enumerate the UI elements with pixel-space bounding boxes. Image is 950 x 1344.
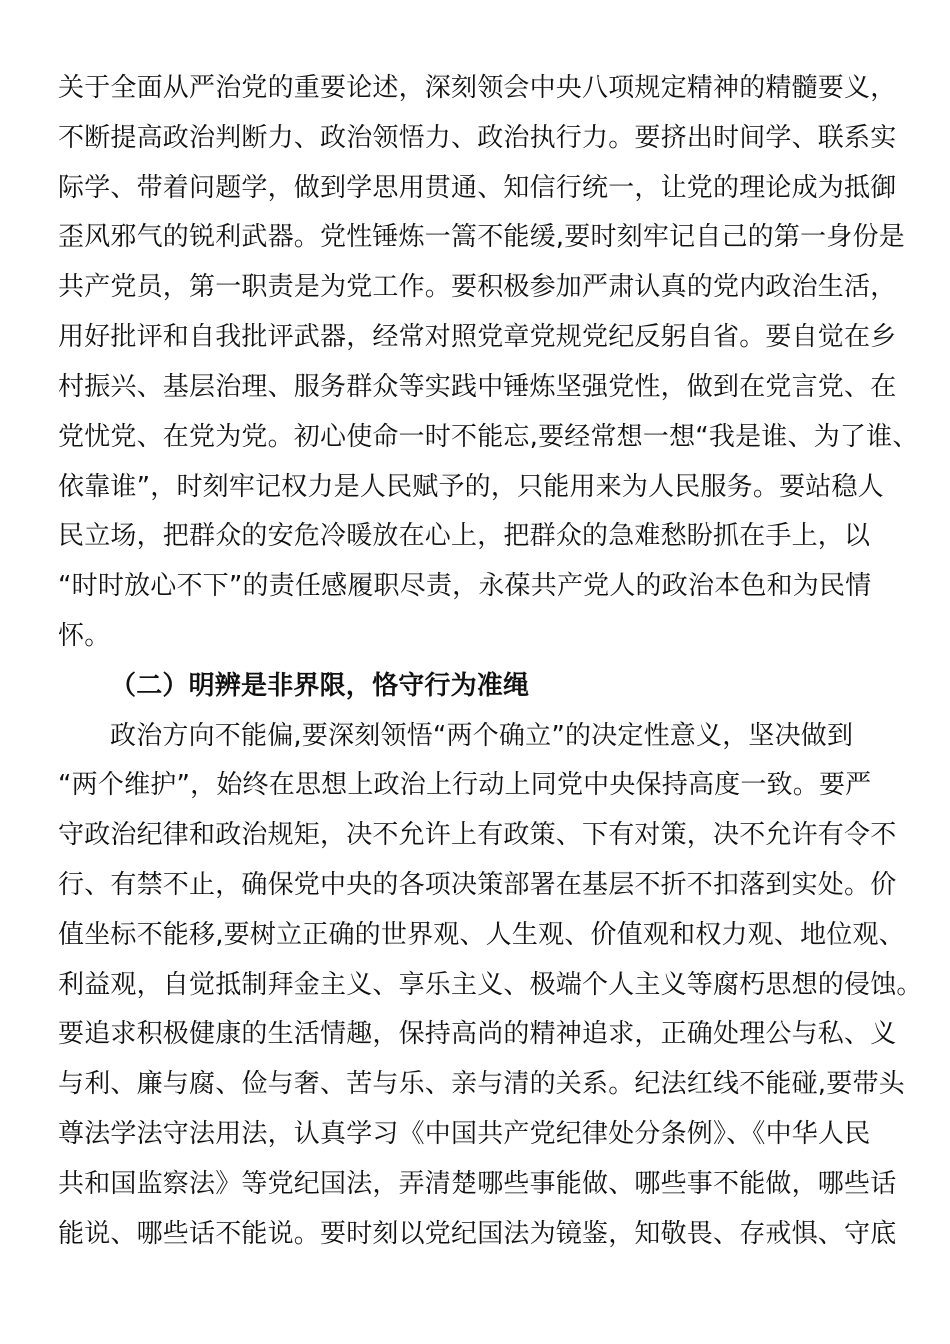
paragraph-line: 民立场，把群众的安危冷暖放在心上，把群众的急难愁盼抓在手上，以 [58, 521, 871, 551]
section-heading: （二）明辨是非界限，恪守行为准绳 [110, 671, 530, 701]
paragraph-line: 际学、带着问题学，做到学思用贯通、知信行统一，让党的理论成为抵御 [58, 173, 897, 203]
paragraph-line: 用好批评和自我批评武器，经常对照党章党规党纪反躬自省。要自觉在乡 [58, 322, 897, 352]
paragraph-line: 要追求积极健康的生活情趣，保持高尚的精神追求，正确处理公与私、义 [58, 1019, 897, 1049]
paragraph-line: 共产党员，第一职责是为党工作。要积极参加严肃认真的党内政治生活， [58, 272, 897, 302]
paragraph-line: 歪风邪气的锐利武器。党性锤炼一篙不能缓,要时刻牢记自己的第一身份是 [58, 222, 905, 252]
paragraph-line: 能说、哪些话不能说。要时刻以党纪国法为镜鉴，知敬畏、存戒惧、守底 [58, 1219, 897, 1249]
paragraph-line: 行、有禁不止，确保党中央的各项决策部署在基层不折不扣落到实处。价 [58, 870, 897, 900]
paragraph-line: 与利、廉与腐、俭与奢、苦与乐、亲与清的关系。纪法红线不能碰,要带头 [58, 1069, 905, 1099]
paragraph-line: 村振兴、基层治理、服务群众等实践中锤炼坚强党性，做到在党言党、在 [58, 372, 897, 402]
paragraph-line: 政治方向不能偏,要深刻领悟“两个确立”的决定性意义，坚决做到 [110, 721, 854, 751]
paragraph-line: 党忧党、在党为党。初心使命一时不能忘,要经常想一想“我是谁、为了谁、 [58, 422, 919, 452]
paragraph-line: 利益观，自觉抵制拜金主义、享乐主义、极端个人主义等腐朽思想的侵蚀。 [58, 970, 923, 1000]
paragraph-line: “时时放心不下”的责任感履职尽责，永葆共产党人的政治本色和为民情 [58, 571, 872, 601]
paragraph-line: 不断提高政治判断力、政治领悟力、政治执行力。要挤出时间学、联系实 [58, 123, 897, 153]
paragraph-line: 守政治纪律和政治规矩，决不允许上有政策、下有对策，决不允许有令不 [58, 820, 897, 850]
paragraph-line: 怀。 [58, 621, 111, 651]
paragraph-line: 关于全面从严治党的重要论述，深刻领会中央八项规定精神的精髓要义， [58, 73, 897, 103]
paragraph-line: 值坐标不能移,要树立正确的世界观、人生观、价值观和权力观、地位观、 [58, 920, 905, 950]
paragraph-line: 依靠谁”，时刻牢记权力是人民赋予的，只能用来为人民服务。要站稳人 [58, 472, 884, 502]
paragraph-line: 尊法学法守法用法，认真学习《中国共产党纪律处分条例》、《中华人民 [58, 1119, 871, 1149]
paragraph-line: “两个维护”，始终在思想上政治上行动上同党中央保持高度一致。要严 [58, 770, 872, 800]
paragraph-line: 共和国监察法》等党纪国法，弄清楚哪些事能做、哪些事不能做，哪些话 [58, 1169, 897, 1199]
